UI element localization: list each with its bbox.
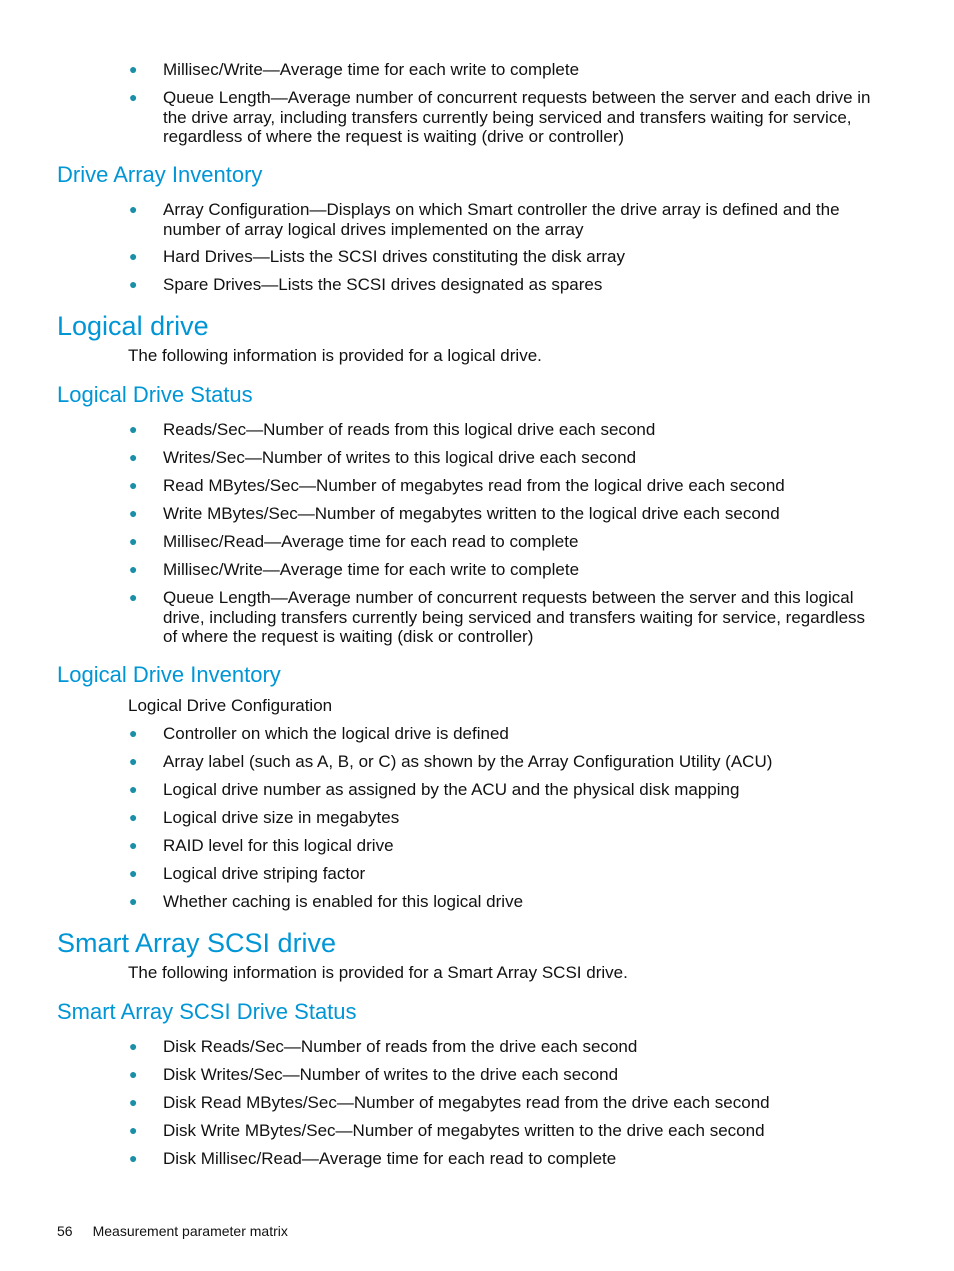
section-heading-smart-array-scsi-drive: Smart Array SCSI drive (57, 928, 337, 958)
bullet-icon: ● (129, 1122, 138, 1138)
section-heading-logical-drive: Logical drive (57, 311, 209, 341)
bullet-icon: ● (129, 276, 138, 292)
list-item: ● Logical drive striping factor (129, 864, 366, 883)
list-item: ● Millisec/Read—Average time for each read to complete (129, 532, 579, 551)
list-item: ● Read MBytes/Sec—Number of megabytes read from the logical drive each second (129, 476, 785, 495)
bullet-icon: ● (129, 1038, 138, 1054)
list-item: ● Millisec/Write—Average time for each write to complete (129, 60, 580, 79)
list-item: ● Disk Millisec/Read—Average time for each read to complete (129, 1149, 617, 1168)
paragraph: The following information is provided for a Smart Array SCSI drive. (128, 963, 628, 982)
list-item: ● Hard Drives—Lists the SCSI drives constituting the disk array (129, 247, 626, 266)
list-item: ● Disk Write MBytes/Sec—Number of megabytes written to the drive each second (129, 1121, 765, 1140)
list-item: ● Write MBytes/Sec—Number of megabytes written to the logical drive each second (129, 504, 780, 523)
list-item: ● Spare Drives—Lists the SCSI drives designated as spares (129, 275, 603, 294)
bullet-icon: ● (129, 477, 138, 493)
bullet-icon: ● (129, 1066, 138, 1082)
bullet-icon: ● (129, 449, 138, 465)
bullet-icon: ● (129, 61, 138, 77)
bullet-icon: ● (129, 89, 138, 105)
page-footer (57, 1223, 288, 1239)
list-item: ● Array Configuration—Displays on which Smart controller the drive array is defined and the number of array logical drives implemented on the array (129, 200, 840, 239)
list-item: ● Logical drive number as assigned by the ACU and the physical disk mapping (129, 780, 740, 799)
list-item: ● Reads/Sec—Number of reads from this logical drive each second (129, 420, 656, 439)
bullet-icon: ● (129, 865, 138, 881)
bullet-icon: ● (129, 781, 138, 797)
bullet-icon: ● (129, 1094, 138, 1110)
bullet-icon: ● (129, 505, 138, 521)
bullet-icon: ● (129, 589, 138, 605)
bullet-icon: ● (129, 561, 138, 577)
page-number: 56 (57, 1223, 73, 1239)
bullet-icon: ● (129, 809, 138, 825)
bullet-icon: ● (129, 201, 138, 217)
bullet-icon: ● (129, 1150, 138, 1166)
bullet-icon: ● (129, 725, 138, 741)
list-item: ● Writes/Sec—Number of writes to this logical drive each second (129, 448, 637, 467)
bullet-icon: ● (129, 753, 138, 769)
bullet-icon: ● (129, 533, 138, 549)
bullet-icon: ● (129, 248, 138, 264)
bullet-icon: ● (129, 893, 138, 909)
list-item: ● Logical drive size in megabytes (129, 808, 400, 827)
section-heading-drive-array-inventory: Drive Array Inventory (57, 162, 263, 187)
list-item: ● Disk Read MBytes/Sec—Number of megabytes read from the drive each second (129, 1093, 770, 1112)
section-heading-logical-drive-status: Logical Drive Status (57, 382, 253, 407)
list-item: ● Disk Writes/Sec—Number of writes to the drive each second (129, 1065, 619, 1084)
list-item: ● Array label (such as A, B, or C) as shown by the Array Configuration Utility (ACU) (129, 752, 773, 771)
list-item: ● Queue Length—Average number of concurrent requests between the server and each drive in the drive array, including transfers currently being serviced and transfers waiting for service, regardless of where the request is waiting (drive or controller) (129, 88, 871, 146)
section-heading-smart-array-scsi-drive-status: Smart Array SCSI Drive Status (57, 999, 357, 1024)
list-item: ● Disk Reads/Sec—Number of reads from the drive each second (129, 1037, 638, 1056)
bullet-icon: ● (129, 421, 138, 437)
list-item: ● Whether caching is enabled for this logical drive (129, 892, 524, 911)
bullet-icon: ● (129, 837, 138, 853)
paragraph: Logical Drive Configuration (128, 696, 333, 715)
list-item: ● RAID level for this logical drive (129, 836, 394, 855)
footer-section-title: Measurement parameter matrix (92, 1223, 288, 1239)
list-item: ● Controller on which the logical drive is defined (129, 724, 509, 743)
list-item: ● Queue Length—Average number of concurrent requests between the server and this logical drive, including transfers currently being serviced and transfers waiting for service, regardless of where the request is waiting (disk or controller) (129, 588, 866, 646)
paragraph: The following information is provided for a logical drive. (128, 346, 542, 365)
section-heading-logical-drive-inventory: Logical Drive Inventory (57, 662, 281, 687)
list-item: ● Millisec/Write—Average time for each write to complete (129, 560, 580, 579)
